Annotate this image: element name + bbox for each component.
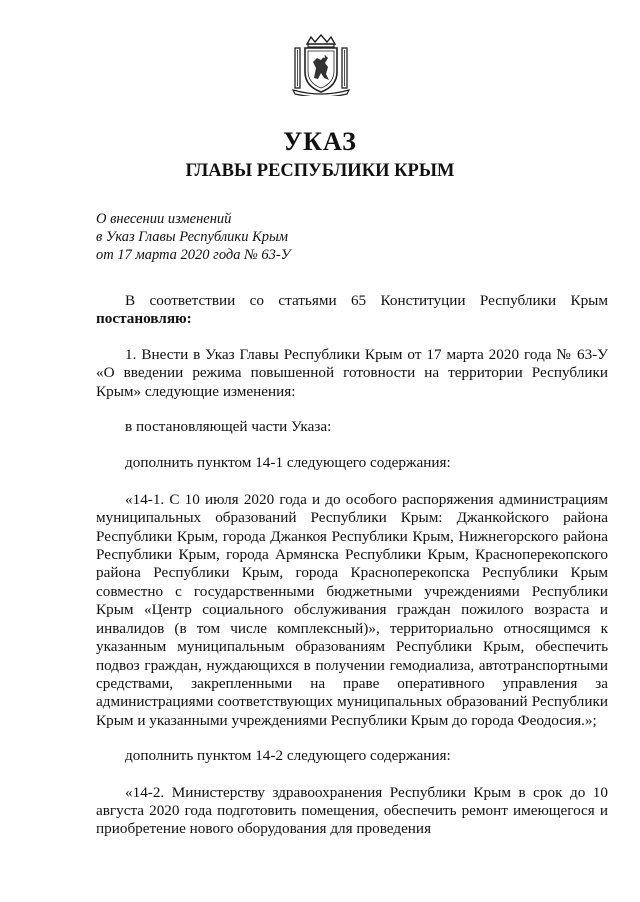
document-subtitle: ГЛАВЫ РЕСПУБЛИКИ КРЫМ	[185, 161, 455, 181]
intro-paragraph	[96, 292, 608, 329]
svg-text:·····: ·····	[318, 92, 324, 96]
add-14-1-paragraph: дополнить пунктом 14-1 следующего содержания:	[125, 454, 451, 472]
part-paragraph: в постановляющей части Указа:	[125, 418, 332, 436]
intro-bold-text: постановляю:	[96, 310, 192, 328]
crimea-coat-of-arms-icon	[291, 34, 351, 96]
reference-line-3: от 17 марта 2020 года № 63-У	[96, 247, 291, 263]
reference-line-1: О внесении изменений	[96, 211, 232, 227]
clause-14-2-paragraph: «14-2. Министерству здравоохранения Республики Крым в срок до 10 августа 2020 года подготовить помещения, обеспечить ремонт имеющегося и приобретение нового оборудования для проведения	[96, 783, 608, 838]
document-title: УКАЗ	[283, 127, 357, 156]
document-reference	[96, 210, 291, 264]
intro-text: В соответствии со статьями 65 Конституции Республики Крым	[125, 292, 608, 309]
document-body	[96, 292, 608, 839]
clause-14-1-paragraph: «14-1. С 10 июля 2020 года и до особого распоряжения администрациям муниципальных образований Республики Крым: Джанкойского района Республики Крым, города Джанкоя Республики Крым, Нижнегорского района Республики Крым, города Армянска Республики Крым, Красноперекопского района Республики Крым, города Красноперекопска Республики Крым совместно с государственными бюджетными учреждениями Республики Крым «Центр социального обслуживания граждан пожилого возраста и инвалидов (в том числе комплексный)», территориально относящимся к указанным муниципальным образованиям Республики Крым, обеспечить подвоз граждан, нуждающихся в получении гемодиализа, автотранспортными средствами, закрепленными на праве оперативного управления за администрациями соответствующих муниципальных образований Республики Крым и указанными учреждениями Республики Крым до города Феодосия.»;	[96, 490, 608, 729]
reference-line-2: в Указ Главы Республики Крым	[96, 229, 289, 245]
item-1-paragraph: 1. Внести в Указ Главы Республики Крым от 17 марта 2020 года № 63-У «О введении режима повышенной готовности на территории Республики Крым» следующие изменения:	[96, 345, 608, 400]
add-14-2-paragraph: дополнить пунктом 14-2 следующего содержания:	[125, 747, 451, 765]
